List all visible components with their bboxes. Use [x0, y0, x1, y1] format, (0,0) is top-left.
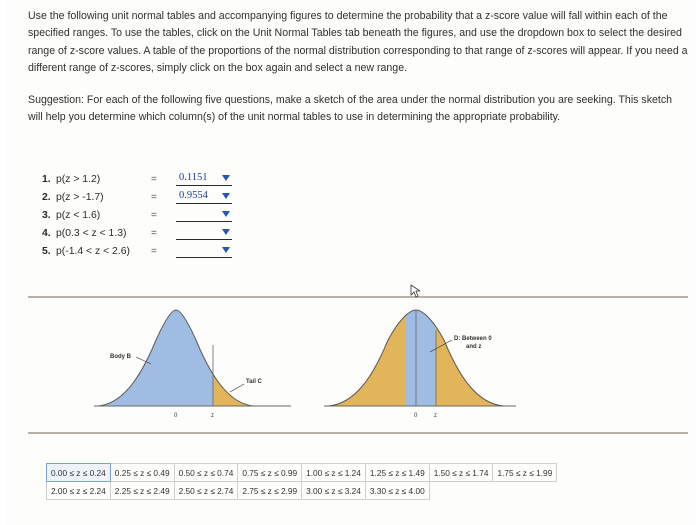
equals-sign: = — [151, 210, 157, 221]
between-label-2: and z — [466, 344, 482, 350]
question-number: 3. — [42, 210, 51, 221]
table-tab[interactable]: 1.50 ≤ z ≤ 1.74 — [429, 464, 493, 482]
table-tab[interactable]: 1.25 ≤ z ≤ 1.49 — [365, 464, 429, 482]
left-curve-group — [94, 310, 291, 419]
between-label-1: D: Between 0 — [454, 336, 492, 342]
question-number: 1. — [42, 174, 51, 185]
question-5 — [42, 243, 130, 261]
axis-z: z — [211, 413, 214, 419]
normal-distribution-figures — [6, 300, 696, 430]
mouse-pointer-icon — [410, 284, 420, 303]
question-text: p(z > 1.2) — [56, 174, 101, 185]
chevron-down-icon[interactable] — [222, 247, 230, 253]
table-tab[interactable]: 2.25 ≤ z ≤ 2.49 — [110, 482, 174, 500]
empty-cell — [493, 482, 557, 500]
equals-sign: = — [151, 192, 157, 203]
answer-dropdown-5[interactable] — [176, 243, 232, 258]
answer-dropdown-3[interactable] — [176, 207, 232, 222]
table-tab[interactable]: 2.00 ≤ z ≤ 2.24 — [47, 482, 111, 500]
table-tab[interactable]: 3.00 ≤ z ≤ 3.24 — [302, 482, 366, 500]
table-tab[interactable]: 1.75 ≤ z ≤ 1.99 — [493, 464, 557, 482]
selected-value: 0.9554 — [179, 190, 208, 201]
table-tab[interactable]: 1.00 ≤ z ≤ 1.24 — [302, 464, 366, 482]
equals-sign: = — [151, 246, 157, 257]
right-curve-group — [324, 310, 516, 419]
answer-dropdown-2[interactable] — [176, 189, 232, 204]
question-2 — [42, 189, 104, 207]
equals-sign: = — [151, 174, 157, 185]
table-tab[interactable]: 0.50 ≤ z ≤ 0.74 — [174, 464, 238, 482]
chevron-down-icon[interactable] — [222, 229, 230, 235]
table-tab[interactable]: 3.30 ≤ z ≤ 4.00 — [365, 482, 429, 500]
tail-label: Tail C — [246, 379, 262, 385]
content-frame — [6, 0, 696, 525]
table-tab[interactable]: 2.75 ≤ z ≤ 2.99 — [238, 482, 302, 500]
suggestion-text: Suggestion: For each of the following five questions, make a sketch of the area under the normal distribution you are seeking. This sketch will help you determine which column(s) of the unit normal tables to use in determining the appropriate probability. — [28, 94, 673, 124]
question-text: p(-1.4 < z < 2.6) — [56, 246, 130, 257]
question-text: p(z > -1.7) — [56, 192, 104, 203]
chevron-down-icon[interactable] — [222, 175, 230, 181]
question-text: p(z < 1.6) — [56, 210, 101, 221]
axis-z: z — [434, 413, 437, 419]
question-number: 2. — [42, 192, 51, 203]
unit-normal-table-tabs — [46, 463, 557, 500]
equals-sign: = — [151, 228, 157, 239]
question-text: p(0.3 < z < 1.3) — [56, 228, 127, 239]
question-1 — [42, 171, 100, 189]
divider-top — [28, 296, 688, 298]
divider-bottom — [28, 432, 688, 434]
question-3 — [42, 207, 100, 225]
table-tab[interactable]: 2.50 ≤ z ≤ 2.74 — [174, 482, 238, 500]
chevron-down-icon[interactable] — [222, 211, 230, 217]
question-number: 5. — [42, 246, 51, 257]
question-number: 4. — [42, 228, 51, 239]
table-tab[interactable]: 0.00 ≤ z ≤ 0.24 — [47, 464, 111, 482]
question-4 — [42, 225, 126, 243]
instructions-text: Use the following unit normal tables and accompanying figures to determine the probability that a z-score value will fall within each of the specified ranges. To use the tables, click on the Unit Normal Tables tab beneath the figures, and use the dropdown box to select the desired range of z-score values. A table of the proportions of the normal distribution corresponding to that range of z-scores will appear. If you need a different range of z-scores, simply click on the box again and select a new range. — [28, 10, 688, 74]
table-row — [47, 464, 557, 482]
selected-value: 0.1151 — [179, 172, 208, 183]
table-row — [47, 482, 557, 500]
body-label: Body B — [110, 354, 131, 360]
axis-zero: 0 — [414, 413, 418, 419]
empty-cell — [429, 482, 493, 500]
table-tab[interactable]: 0.75 ≤ z ≤ 0.99 — [238, 464, 302, 482]
answer-dropdown-1[interactable] — [176, 171, 232, 186]
answer-dropdown-4[interactable] — [176, 225, 232, 240]
chevron-down-icon[interactable] — [222, 193, 230, 199]
axis-zero: 0 — [174, 413, 178, 419]
table-tab[interactable]: 0.25 ≤ z ≤ 0.49 — [110, 464, 174, 482]
